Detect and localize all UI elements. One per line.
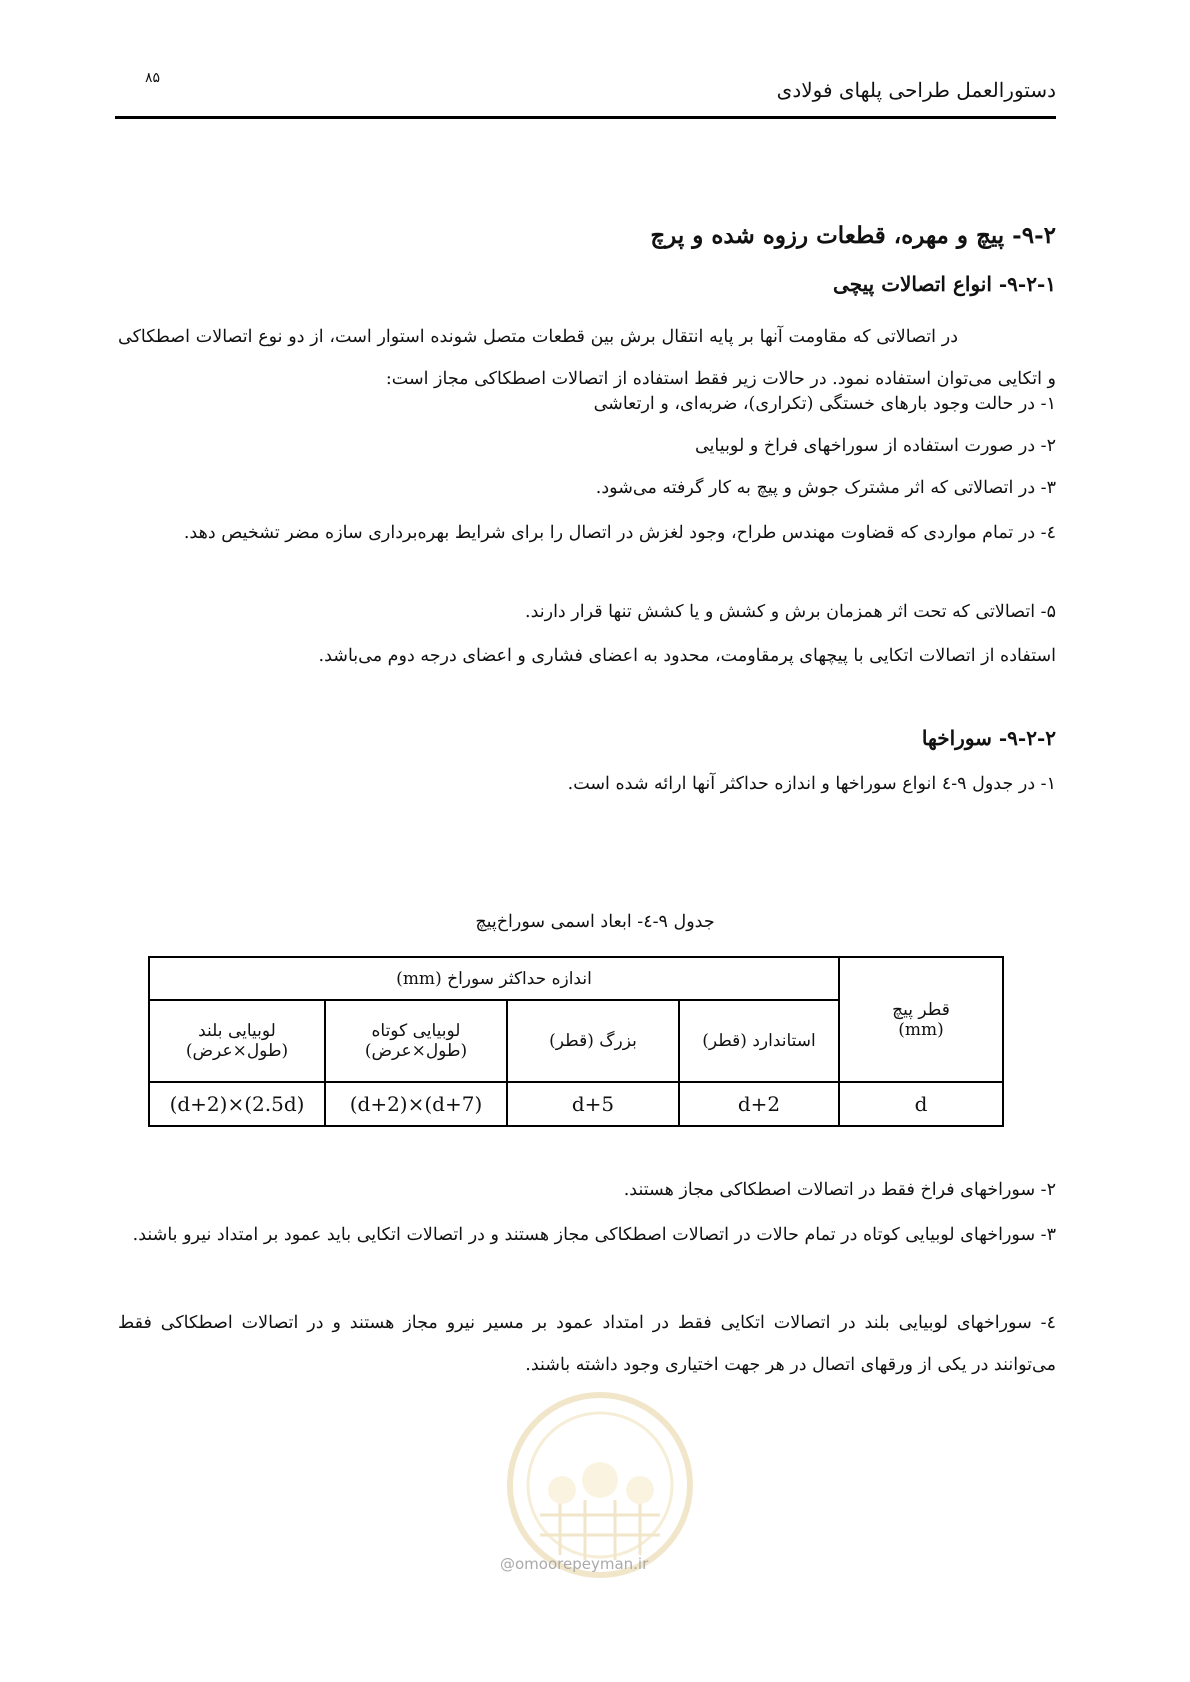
list-item: ۱- در جدول ۹-٤ انواع سوراخها و اندازه حداکثر آنها ارائه شده است.: [567, 774, 1056, 794]
table-header-bolt-diameter: قطر پیچ (mm): [839, 957, 1003, 1082]
table-header-oversize: بزرگ (قطر): [507, 1000, 679, 1082]
subsection-heading-bolted-connections: ۹-۲-۱- انواع اتصالات پیچی: [833, 272, 1056, 296]
table-cell: d+2: [679, 1082, 839, 1126]
list-item: ٤- سوراخهای لوبیایی بلند در اتصالات اتکایی فقط در امتداد عمود بر مسیر نیرو مجاز هستند و در اتصالات اصطکاکی فقط می‌توانند در یکی از ورقهای اتصال در هر جهت اختیاری وجود داشته باشند.: [118, 1313, 1056, 1375]
table-cell: d: [839, 1082, 1003, 1126]
list-item: ٤- در تمام مواردی که قضاوت مهندس طراح، وجود لغزش در اتصال را برای شرایط بهره‌برداری سازه مضر تشخیص دهد.: [183, 523, 1056, 543]
watermark-url: @omoorepeyman.ir: [500, 1555, 649, 1573]
intro-paragraph: در اتصالاتی که مقاومت آنها بر پایه انتقال برش بین قطعات متصل شونده استوار است، از دو نوع اتصالات اصطکاکی و اتکایی می‌توان استفاده نمود. در حالات زیر فقط استفاده از اتصالات اصطکاکی مجاز است:: [118, 327, 1056, 389]
table-header-standard: استاندارد (قطر): [679, 1000, 839, 1082]
running-title: دستورالعمل طراحی پلهای فولادی: [776, 78, 1056, 102]
table-header-long-slot: لوبیایی بلند (طول×عرض): [149, 1000, 325, 1082]
list-item: ۵- اتصالاتی که تحت اثر همزمان برش و کشش و یا کشش تنها قرار دارند.: [525, 602, 1056, 622]
list-item: ۳- سوراخهای لوبیایی کوتاه در تمام حالات در اتصالات اصطکاکی مجاز هستند و در اتصالات اتکایی باید عمود بر امتداد نیرو باشند.: [132, 1225, 1056, 1245]
list-item: ۱- در حالت وجود بارهای خستگی (تکراری)، ضربه‌ای، و ارتعاشی: [593, 394, 1056, 414]
list-item: ۲- در صورت استفاده از سوراخهای فراخ و لوبیایی: [694, 436, 1056, 456]
page-header: [115, 66, 1056, 119]
subsection-heading-holes: ۹-۲-۲- سوراخها: [921, 726, 1056, 750]
table-caption: جدول ۹-٤- ابعاد اسمی سوراخ‌پیچ: [475, 912, 715, 932]
hole-dimensions-table: [148, 956, 1004, 1127]
section-heading: ۹-۲- پیچ و مهره، قطعات رزوه شده و پرچ: [650, 222, 1056, 249]
table-header-group: اندازه حداکثر سوراخ (mm): [149, 957, 839, 1000]
list-item: ۳- در اتصالاتی که اثر مشترک جوش و پیچ به کار گرفته می‌شود.: [595, 478, 1056, 498]
table-cell: d+5: [507, 1082, 679, 1126]
list-item: ۲- سوراخهای فراخ فقط در اتصالات اصطکاکی مجاز هستند.: [623, 1180, 1056, 1200]
table-header-short-slot: لوبیایی کوتاه (طول×عرض): [325, 1000, 507, 1082]
closing-paragraph: استفاده از اتصالات اتکایی با پیچهای پرمقاومت، محدود به اعضای فشاری و اعضای درجه دوم می‌باشد.: [318, 646, 1056, 666]
page-number: ۸۵: [145, 70, 161, 86]
table-cell: (d+2)×(d+7): [325, 1082, 507, 1126]
table-cell: (d+2)×(2.5d): [149, 1082, 325, 1126]
